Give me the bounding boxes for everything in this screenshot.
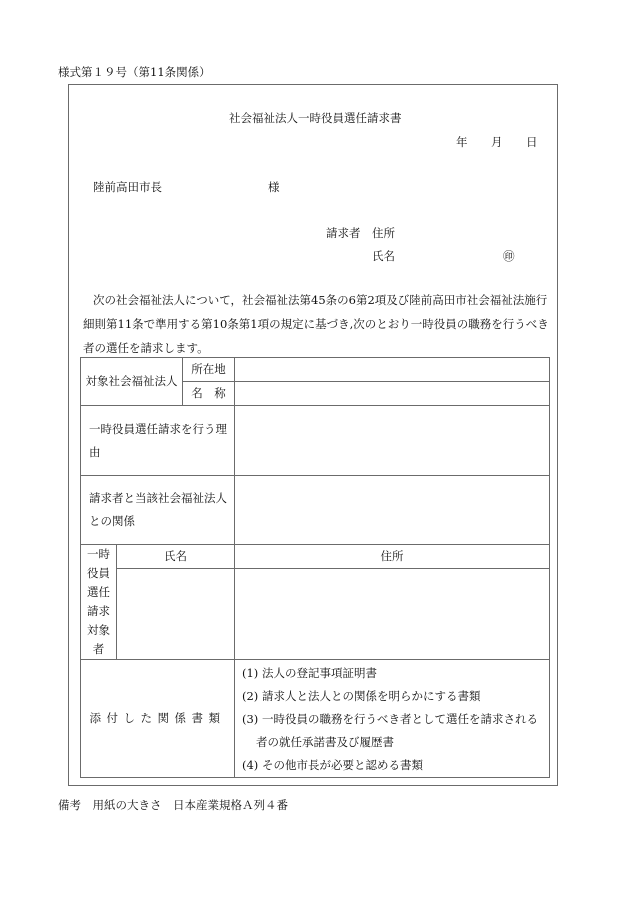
candidate-label-line: 者: [92, 642, 105, 656]
candidate-label-line: 選任: [87, 585, 110, 599]
date-month: 月: [491, 135, 503, 149]
reason-label: [81, 406, 235, 476]
statement-line: 細則第11条で準用する第10条第1項の規定に基づき,次のとおり一時役員の職務を行うべき: [83, 317, 549, 331]
doc-item: (2) 請求人と法人との関係を明らかにする書類: [242, 689, 481, 703]
seal-mark: ㊞: [503, 249, 515, 263]
candidate-address-value[interactable]: [235, 569, 550, 660]
doc-item: (3) 一時役員の職務を行うべき者として選任を請求される: [242, 712, 538, 726]
location-label: 所在地: [183, 358, 235, 382]
candidate-label: [81, 545, 117, 660]
request-statement: [83, 288, 553, 360]
requester-name-label: 氏名: [372, 249, 395, 263]
candidate-label-line: 対象: [87, 623, 110, 637]
requester-address-label: 住所: [372, 226, 395, 240]
reason-label-line: 一時役員選任請求を行う理: [89, 421, 227, 436]
candidate-name-header: 氏名: [117, 545, 235, 569]
remark: 備考 用紙の大きさ 日本産業規格Ａ列４番: [58, 798, 288, 812]
date-year: 年: [456, 135, 468, 149]
relation-label: [81, 476, 235, 545]
doc-item: (1) 法人の登記事項証明書: [242, 666, 377, 680]
candidate-label-line: 請求: [87, 604, 110, 618]
corp-name-label: 名 称: [183, 382, 235, 406]
statement-line: 者の選任を請求します。: [83, 341, 209, 355]
reason-label-line: 由: [89, 444, 101, 459]
attached-docs-label: 添付した関係書類: [81, 660, 235, 778]
reason-value[interactable]: [235, 406, 550, 476]
addressee-honorific: 様: [268, 180, 280, 194]
form-number: 様式第１９号（第11条関係）: [58, 65, 211, 79]
form-title: 社会福祉法人一時役員選任請求書: [229, 111, 402, 125]
request-table: [80, 357, 550, 778]
attached-docs-list: [235, 660, 550, 778]
target-corp-label: 対象社会福祉法人: [81, 358, 183, 406]
addressee-name: 陸前高田市長: [93, 180, 162, 194]
date-day: 日: [526, 135, 538, 149]
requester-label: 請求者: [326, 226, 361, 240]
corp-name-value[interactable]: [235, 382, 550, 406]
relation-label-line: との関係: [89, 514, 135, 528]
relation-value[interactable]: [235, 476, 550, 545]
candidate-address-header: 住所: [235, 545, 550, 569]
candidate-label-line: 一時: [87, 547, 110, 561]
doc-item: (4) その他市長が必要と認める書類: [242, 758, 423, 772]
candidate-name-value[interactable]: [117, 569, 235, 660]
relation-label-line: 請求者と当該社会福祉法人: [89, 491, 227, 505]
statement-line: 次の社会福祉法人について，社会福祉法第45条の6第2項及び陸前高田市社会福祉法施行: [93, 293, 548, 307]
doc-item: 者の就任承諾書及び履歴書: [256, 735, 394, 749]
candidate-label-line: 役員: [87, 566, 110, 580]
location-value[interactable]: [235, 358, 550, 382]
